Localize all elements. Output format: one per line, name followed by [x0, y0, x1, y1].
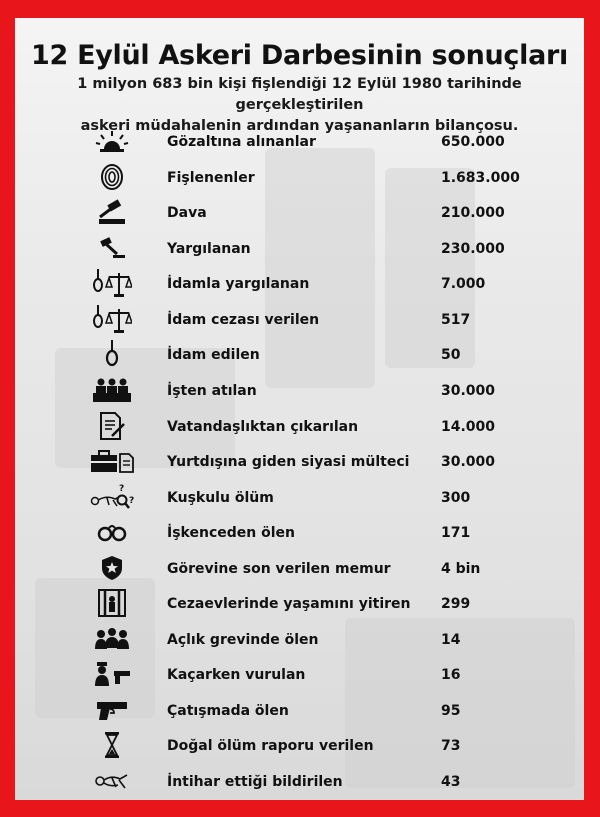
svg-text:?: ? [119, 484, 125, 494]
stat-label: Vatandaşlıktan çıkarılan [167, 419, 359, 435]
stat-row [15, 728, 584, 763]
stat-value: 7.000 [441, 276, 486, 292]
hourglass-icon [87, 730, 137, 760]
stat-label: Kaçarken vurulan [167, 667, 306, 683]
stat-value: 650.000 [441, 134, 505, 150]
officer-gun-icon [87, 659, 137, 689]
stat-row [15, 124, 584, 159]
stat-value: 230.000 [441, 241, 505, 257]
noose-scales-icon [87, 304, 137, 334]
stat-row [15, 693, 584, 728]
stat-value: 95 [441, 703, 461, 719]
judge-gavel-icon [87, 233, 137, 263]
stat-label: Yurtdışına giden siyasi mülteci [167, 454, 410, 470]
stat-value: 1.683.000 [441, 170, 520, 186]
stat-value: 14.000 [441, 419, 496, 435]
stat-label: Doğal ölüm raporu verilen [167, 738, 374, 754]
infographic-card [15, 18, 584, 800]
pistol-icon [87, 695, 137, 725]
page-title: 12 Eylül Askeri Darbesinin sonuçları [31, 40, 568, 71]
stat-value: 300 [441, 490, 471, 506]
noose-scales-icon [87, 268, 137, 298]
stat-value: 30.000 [441, 383, 496, 399]
stat-value: 299 [441, 596, 471, 612]
stat-row [15, 302, 584, 337]
stat-label: İntihar ettiği bildirilen [167, 774, 343, 790]
stat-label: İdamla yargılanan [167, 276, 310, 292]
stat-row [15, 266, 584, 301]
stat-label: Kuşkulu ölüm [167, 490, 274, 506]
stat-label: İşten atılan [167, 383, 257, 399]
stat-row [15, 195, 584, 230]
stat-row [15, 444, 584, 479]
body-outline-question-icon [87, 482, 137, 512]
stat-value: 16 [441, 667, 461, 683]
stat-row [15, 657, 584, 692]
stat-label: İşkenceden ölen [167, 525, 295, 541]
stat-row [15, 231, 584, 266]
group-people-icon [87, 624, 137, 654]
stat-row [15, 160, 584, 195]
stat-row [15, 409, 584, 444]
stat-label: Gözaltına alınanlar [167, 134, 316, 150]
stat-label: İdam cezası verilen [167, 312, 320, 328]
document-pen-icon [87, 411, 137, 441]
stat-row [15, 373, 584, 408]
stat-row [15, 515, 584, 550]
stat-value: 43 [441, 774, 461, 790]
stat-label: Yargılanan [167, 241, 251, 257]
stat-value: 14 [441, 632, 461, 648]
police-badge-icon [87, 553, 137, 583]
stat-value: 50 [441, 347, 461, 363]
fingerprint-icon [87, 162, 137, 192]
briefcase-document-icon [87, 446, 137, 476]
stat-label: Açlık grevinde ölen [167, 632, 319, 648]
stat-label: Görevine son verilen memur [167, 561, 391, 577]
stat-value: 73 [441, 738, 461, 754]
stat-label: Dava [167, 205, 207, 221]
handcuffs-icon [87, 517, 137, 547]
stat-value: 4 bin [441, 561, 481, 577]
stat-row [15, 622, 584, 657]
stat-row [15, 337, 584, 372]
stat-value: 517 [441, 312, 471, 328]
subtitle-line-1: 1 milyon 683 bin kişi fişlendiği 12 Eylül 1980 tarihinde gerçekleştirilen [77, 76, 522, 113]
stat-value: 171 [441, 525, 471, 541]
stat-label: Çatışmada ölen [167, 703, 289, 719]
gavel-icon [87, 197, 137, 227]
stat-label: Fişlenenler [167, 170, 255, 186]
stat-value: 210.000 [441, 205, 505, 221]
stat-row [15, 764, 584, 799]
prison-bars-icon [87, 588, 137, 618]
stat-row [15, 551, 584, 586]
stat-row [15, 480, 584, 515]
stat-row [15, 586, 584, 621]
svg-text:?: ? [129, 496, 135, 506]
stat-label: İdam edilen [167, 347, 260, 363]
subtitle-line-2: askeri müdahalenin ardından yaşananların bilançosu. [80, 118, 519, 134]
siren-icon [87, 126, 137, 156]
body-outline-icon [87, 766, 137, 796]
stat-label: Cezaevlerinde yaşamını yitiren [167, 596, 411, 612]
stat-value: 30.000 [441, 454, 496, 470]
noose-icon [87, 339, 137, 369]
workers-desk-icon [87, 375, 137, 405]
